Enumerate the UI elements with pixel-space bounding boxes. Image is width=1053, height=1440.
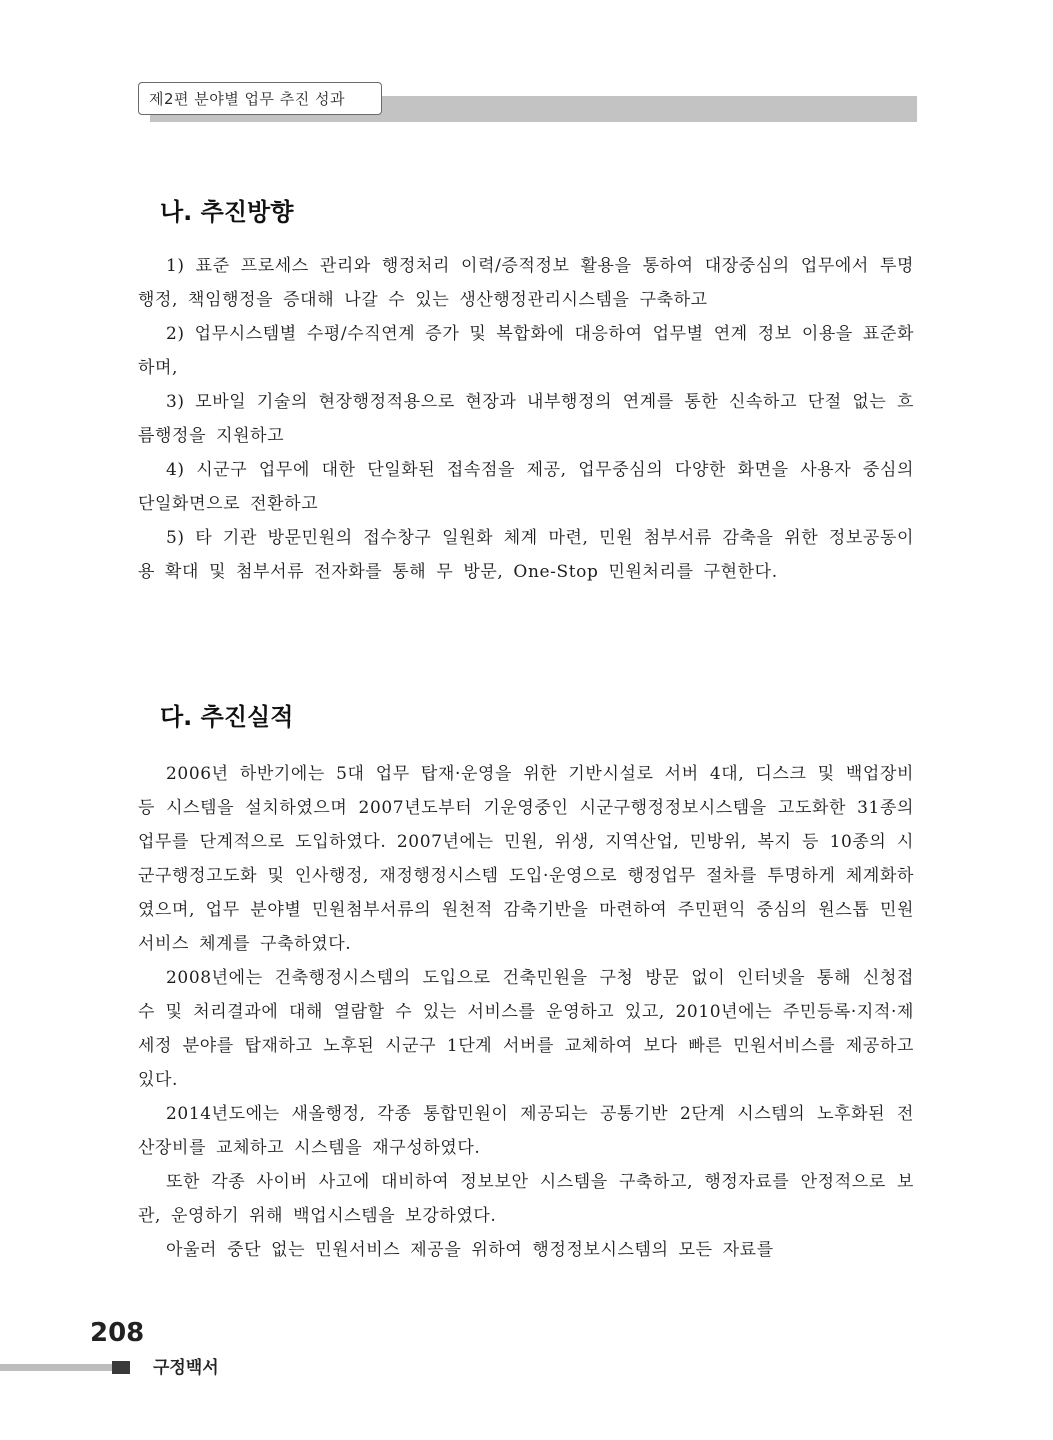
footer-square-marker [112, 1361, 130, 1374]
results-body [138, 757, 914, 1267]
book-title: 구정백서 [153, 1358, 219, 1378]
direction-item-5: 5) 타 기관 방문민원의 접수창구 일원화 체계 마련, 민원 첨부서류 감축을 위한 정보공동이용 확대 및 첨부서류 전자화를 통해 무 방문, One-Stop 민원처리를 구현한다. [138, 528, 914, 582]
section-heading-results: 다. 추진실적 [160, 703, 294, 731]
section-label: 제2편 분야별 업무 추진 성과 [138, 82, 382, 115]
direction-body [138, 249, 914, 589]
results-paragraph-4: 또한 각종 사이버 사고에 대비하여 정보보안 시스템을 구축하고, 행정자료를 안정적으로 보관, 운영하기 위해 백업시스템을 보강하였다. [138, 1172, 914, 1226]
direction-item-4: 4) 시군구 업무에 대한 단일화된 접속점을 제공, 업무중심의 다양한 화면을 사용자 중심의 단일화면으로 전환하고 [138, 460, 914, 514]
direction-item-3: 3) 모바일 기술의 현장행정적용으로 현장과 내부행정의 연계를 통한 신속하고 단절 없는 흐름행정을 지원하고 [138, 392, 914, 446]
results-paragraph-2: 2008년에는 건축행정시스템의 도입으로 건축민원을 구청 방문 없이 인터넷을 통해 신청접수 및 처리결과에 대해 열람할 수 있는 서비스를 운영하고 있고, 2010년에는 주민등록·지적·제세정 분야를 탑재하고 노후된 시군구 1단계 서버를 교체하여 보다 빠른 민원서비스를 제공하고 있다. [138, 968, 914, 1090]
section-heading-direction: 나. 추진방향 [160, 198, 294, 226]
results-paragraph-5: 아울러 중단 없는 민원서비스 제공을 위하여 행정정보시스템의 모든 자료를 [166, 1240, 774, 1260]
results-paragraph-3: 2014년도에는 새올행정, 각종 통합민원이 제공되는 공통기반 2단계 시스템의 노후화된 전산장비를 교체하고 시스템을 재구성하였다. [138, 1104, 914, 1158]
direction-item-2: 2) 업무시스템별 수평/수직연계 증가 및 복합화에 대응하여 업무별 연계 정보 이용을 표준화하며, [138, 324, 914, 378]
results-paragraph-1: 2006년 하반기에는 5대 업무 탑재·운영을 위한 기반시설로 서버 4대, 디스크 및 백업장비 등 시스템을 설치하였으며 2007년도부터 기운영중인 시군구행정정보시스템을 고도화한 31종의 업무를 단계적으로 도입하였다. 2007년에는 민원, 위생, 지역산업, 민방위, 복지 등 10종의 시군구행정고도화 및 인사행정, 재정행정시스템 도입·운영으로 행정업무 절차를 투명하게 체계화하였으며, 업무 분야별 민원첨부서류의 원천적 감축기반을 마련하여 주민편익 중심의 원스톱 민원서비스 체계를 구축하였다. [138, 764, 914, 954]
direction-item-1: 1) 표준 프로세스 관리와 행정처리 이력/증적정보 활용을 통하여 대장중심의 업무에서 투명행정, 책임행정을 증대해 나갈 수 있는 생산행정관리시스템을 구축하고 [138, 256, 914, 310]
footer-rule [0, 1364, 112, 1371]
page-number: 208 [90, 1318, 145, 1348]
